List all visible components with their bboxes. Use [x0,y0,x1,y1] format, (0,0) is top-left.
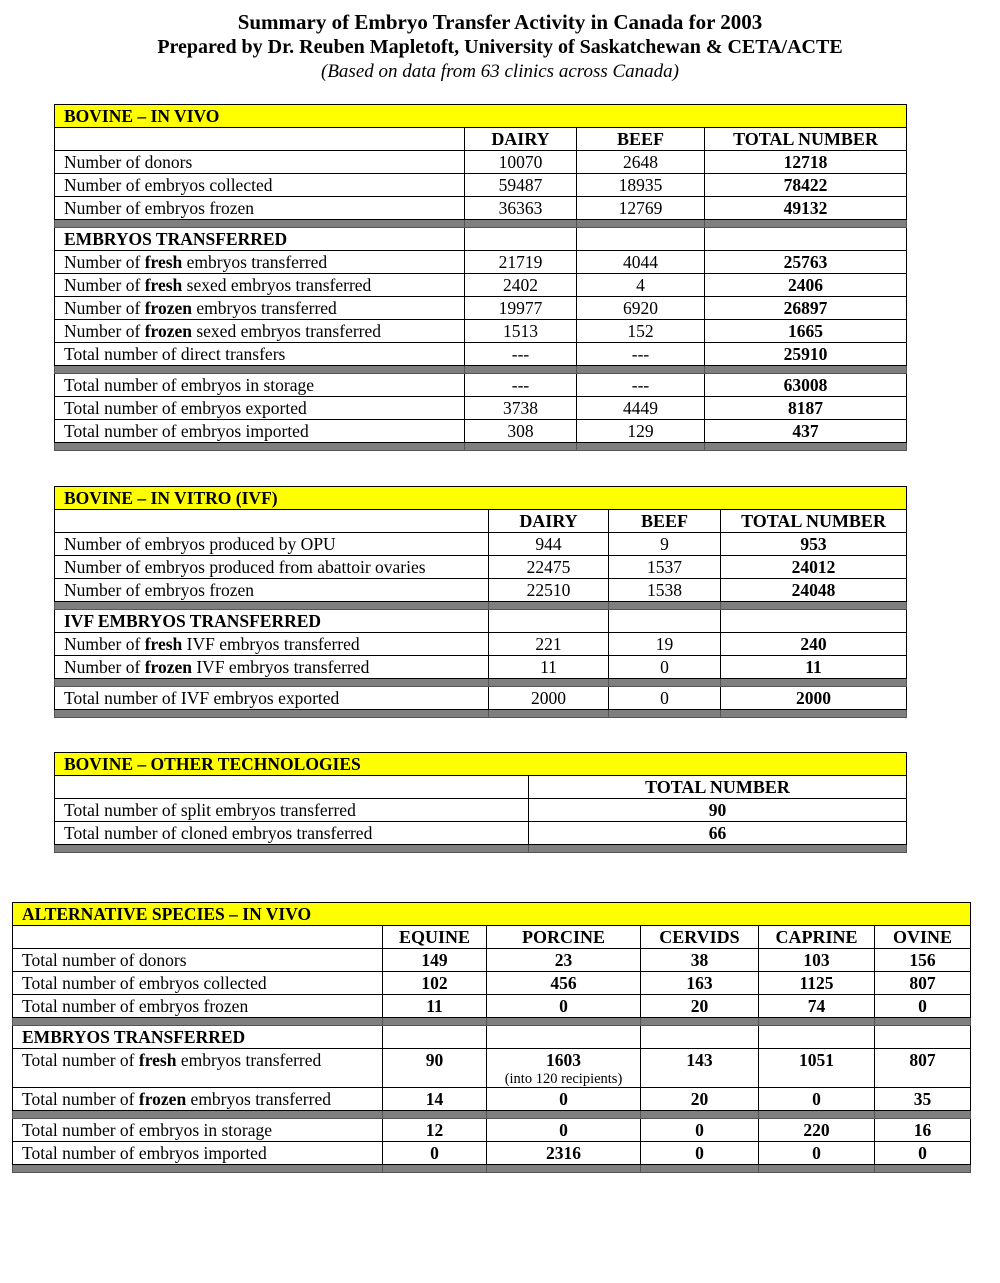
blank-cell [641,1026,759,1049]
row-label [55,687,489,710]
species-value: 90 [383,1049,487,1088]
row-label-text: Number of embryos frozen [64,198,255,218]
row-label [13,949,383,972]
row-label-emphasis: fresh [144,252,183,272]
species-value: 23 [487,949,641,972]
total-value: 2406 [705,274,907,297]
row-label-text: Total number of embryos collected [22,973,267,993]
total-value: 90 [529,799,907,822]
row-label-text: Number of [64,321,145,341]
blank-cell [577,228,705,251]
separator-cell [759,1111,875,1119]
row-label-text: Total number of embryos imported [64,421,309,441]
separator-row [55,845,907,853]
table-row [55,374,907,397]
dairy-value: --- [465,374,577,397]
separator-cell [529,845,907,853]
blank-cell [721,610,907,633]
row-label [55,197,465,220]
subheading: EMBRYOS TRANSFERRED [55,228,465,251]
beef-value: 4449 [577,397,705,420]
separator-cell [55,366,465,374]
total-value: 240 [721,633,907,656]
separator-cell [487,1018,641,1026]
table-row [55,343,907,366]
subheading: IVF EMBRYOS TRANSFERRED [55,610,489,633]
total-value: 25910 [705,343,907,366]
beef-value: 9 [609,533,721,556]
total-value: 26897 [705,297,907,320]
separator-row [55,443,907,451]
row-label [55,274,465,297]
row-label-text: Number of [64,634,145,654]
row-label-text: Number of embryos produced from abattoir ovaries [64,557,426,577]
species-value: 0 [759,1142,875,1165]
separator-cell [13,1018,383,1026]
species-value: 11 [383,995,487,1018]
beef-value: 19 [609,633,721,656]
section-title: BOVINE – IN VIVO [55,105,907,128]
row-label-emphasis: frozen [138,1089,187,1109]
table-row [55,633,907,656]
separator-cell [721,710,907,718]
separator-cell [55,602,489,610]
subheading-row [55,228,907,251]
separator-row [55,679,907,687]
section-title-row [13,903,971,926]
blank-cell [489,610,609,633]
row-label [55,151,465,174]
separator-cell [609,602,721,610]
total-value: 63008 [705,374,907,397]
separator-cell [705,443,907,451]
row-label-text: Total number of [22,1050,139,1070]
row-label [55,656,489,679]
species-value: 0 [383,1142,487,1165]
species-value: 0 [487,1119,641,1142]
separator-cell [55,220,465,228]
row-label [55,251,465,274]
alternative-species-table [12,902,971,1173]
total-value: 25763 [705,251,907,274]
species-value: 0 [487,995,641,1018]
row-label-text: sexed embryos transferred [191,321,382,341]
column-header: PORCINE [487,926,641,949]
row-label-text: Total number of embryos frozen [22,996,249,1016]
table-row [13,972,971,995]
row-label-text: Number of [64,298,145,318]
separator-row [55,602,907,610]
dairy-value: 11 [489,656,609,679]
row-label-text: embryos transferred [182,252,328,272]
species-value: 1603 (into 120 recipients) [487,1049,641,1088]
column-header-row [13,926,971,949]
section-title: BOVINE – OTHER TECHNOLOGIES [55,753,907,776]
species-value: 807 [875,1049,971,1088]
column-header: TOTAL NUMBER [721,510,907,533]
column-header-row [55,510,907,533]
row-label-emphasis: frozen [144,657,192,677]
species-value: 102 [383,972,487,995]
column-header: CAPRINE [759,926,875,949]
table-row [13,949,971,972]
column-header-blank [13,926,383,949]
species-value: 163 [641,972,759,995]
row-label: Total number of split embryos transferred [55,799,529,822]
table-row [55,197,907,220]
cell-note: (into 120 recipients) [504,1071,623,1087]
blank-cell [705,228,907,251]
blank-cell [383,1026,487,1049]
beef-value: --- [577,343,705,366]
row-label-emphasis: frozen [144,321,192,341]
dairy-value: 36363 [465,197,577,220]
beef-value: 1537 [609,556,721,579]
separator-cell [13,1111,383,1119]
separator-cell [609,710,721,718]
beef-value: 2648 [577,151,705,174]
row-label [55,556,489,579]
subheading-row [13,1026,971,1049]
beef-value: 1538 [609,579,721,602]
table-row [55,556,907,579]
row-label [55,174,465,197]
row-label: Total number of cloned embryos transferred [55,822,529,845]
beef-value: 129 [577,420,705,443]
table-row [55,579,907,602]
total-value: 1665 [705,320,907,343]
table-row [13,1119,971,1142]
dairy-value: 21719 [465,251,577,274]
blank-cell [759,1026,875,1049]
dairy-value: 22475 [489,556,609,579]
row-label-text: Number of embryos frozen [64,580,255,600]
row-label-text: Number of [64,252,145,272]
row-label-text: Number of [64,275,145,295]
species-value: 156 [875,949,971,972]
bovine-in-vitro-table [54,486,907,718]
row-label-text: Total number of IVF embryos exported [64,688,340,708]
table-row [55,297,907,320]
dairy-value: 944 [489,533,609,556]
bovine-in-vivo-table [54,104,907,451]
separator-cell [465,220,577,228]
table-row [13,1049,971,1088]
table-row [55,251,907,274]
row-label [55,397,465,420]
separator-cell [721,602,907,610]
species-value: 12 [383,1119,487,1142]
column-header: EQUINE [383,926,487,949]
beef-value: 18935 [577,174,705,197]
table-row [55,151,907,174]
row-label [13,1142,383,1165]
beef-value: 0 [609,656,721,679]
species-value: 1125 [759,972,875,995]
species-value: 0 [759,1088,875,1111]
separator-cell [383,1018,487,1026]
row-label-emphasis: fresh [138,1050,177,1070]
row-label-text: Number of donors [64,152,193,172]
species-value: 0 [641,1142,759,1165]
data-source-note: (Based on data from 63 clinics across Canada) [321,61,679,82]
dairy-value: 2000 [489,687,609,710]
blank-cell [609,610,721,633]
dairy-value: 59487 [465,174,577,197]
row-label [13,1119,383,1142]
species-value: 20 [641,995,759,1018]
total-value: 2000 [721,687,907,710]
separator-row [55,220,907,228]
dairy-value: 3738 [465,397,577,420]
beef-value: 4044 [577,251,705,274]
dairy-value: 221 [489,633,609,656]
species-value: 35 [875,1088,971,1111]
table-row [55,420,907,443]
row-label-text: embryos transferred [176,1050,322,1070]
separator-cell [641,1165,759,1173]
beef-value: 6920 [577,297,705,320]
separator-cell [641,1018,759,1026]
table-row [13,1088,971,1111]
row-label [55,374,465,397]
separator-cell [55,710,489,718]
subheading: EMBRYOS TRANSFERRED [13,1026,383,1049]
page-title: Summary of Embryo Transfer Activity in Canada for 2003 [237,10,763,34]
table-row [55,822,907,845]
species-value: 807 [875,972,971,995]
column-header: OVINE [875,926,971,949]
blank-cell [875,1026,971,1049]
species-value: 143 [641,1049,759,1088]
separator-cell [721,679,907,687]
table-row [55,799,907,822]
row-label-text: IVF embryos transferred [182,634,360,654]
species-value: 74 [759,995,875,1018]
section-title-row [55,753,907,776]
species-value: 0 [875,995,971,1018]
column-header: DAIRY [465,128,577,151]
column-header-row [55,776,907,799]
separator-cell [875,1111,971,1119]
row-label [55,420,465,443]
column-header: TOTAL NUMBER [705,128,907,151]
total-value: 437 [705,420,907,443]
separator-cell [489,602,609,610]
separator-cell [489,710,609,718]
total-value: 66 [529,822,907,845]
separator-cell [759,1165,875,1173]
table-row [55,533,907,556]
separator-cell [577,443,705,451]
column-header-blank [55,128,465,151]
separator-row [55,710,907,718]
separator-cell [641,1111,759,1119]
beef-value: 0 [609,687,721,710]
species-value: 220 [759,1119,875,1142]
row-label [13,1049,383,1088]
row-label-text: embryos transferred [191,298,337,318]
separator-cell [55,679,489,687]
row-label-text: Total number of donors [22,950,187,970]
table-row [55,320,907,343]
separator-cell [487,1111,641,1119]
blank-cell [487,1026,641,1049]
separator-cell [465,366,577,374]
blank-cell [465,228,577,251]
column-header-row [55,128,907,151]
table-row [55,174,907,197]
separator-cell [705,220,907,228]
row-label-text: Total number of direct transfers [64,344,286,364]
separator-cell [13,1165,383,1173]
table-row [55,656,907,679]
species-value: 0 [641,1119,759,1142]
species-value: 20 [641,1088,759,1111]
bovine-other-technologies-table [54,752,907,853]
dairy-value: 22510 [489,579,609,602]
row-label [13,995,383,1018]
table-row [55,687,907,710]
column-header: DAIRY [489,510,609,533]
row-label-text: Total number of embryos imported [22,1143,267,1163]
separator-cell [489,679,609,687]
row-label [13,972,383,995]
subheading-row [55,610,907,633]
total-value: 24012 [721,556,907,579]
column-header-blank [55,510,489,533]
separator-cell [383,1165,487,1173]
row-label-text: Number of embryos collected [64,175,273,195]
row-label-text: Total number of [22,1089,139,1109]
row-label-text: Total number of embryos exported [64,398,307,418]
section-title-row [55,105,907,128]
section-title: BOVINE – IN VITRO (IVF) [55,487,907,510]
column-header: CERVIDS [641,926,759,949]
row-label-text: embryos transferred [186,1089,331,1109]
separator-row [13,1111,971,1119]
beef-value: --- [577,374,705,397]
dairy-value: --- [465,343,577,366]
row-label-emphasis: fresh [144,275,183,295]
separator-cell [705,366,907,374]
total-value: 8187 [705,397,907,420]
total-value: 12718 [705,151,907,174]
column-header: TOTAL NUMBER [529,776,907,799]
total-value: 49132 [705,197,907,220]
beef-value: 4 [577,274,705,297]
species-value: 1051 [759,1049,875,1088]
row-label-text: Number of [64,657,145,677]
species-value: 16 [875,1119,971,1142]
separator-row [55,366,907,374]
separator-cell [487,1165,641,1173]
row-label-text: Number of embryos produced by OPU [64,534,336,554]
dairy-value: 2402 [465,274,577,297]
total-value: 24048 [721,579,907,602]
separator-cell [609,679,721,687]
species-value: 149 [383,949,487,972]
separator-cell [875,1018,971,1026]
section-title-row [55,487,907,510]
row-label [55,320,465,343]
row-label-emphasis: frozen [144,298,192,318]
dairy-value: 10070 [465,151,577,174]
row-label [55,343,465,366]
separator-row [13,1018,971,1026]
row-label [55,297,465,320]
table-row [55,274,907,297]
row-label [55,633,489,656]
row-label [55,579,489,602]
row-label-text: Total number of embryos in storage [64,375,315,395]
row-label-text: IVF embryos transferred [191,657,370,677]
species-value: 456 [487,972,641,995]
row-label [55,533,489,556]
dairy-value: 1513 [465,320,577,343]
species-value: 103 [759,949,875,972]
beef-value: 12769 [577,197,705,220]
separator-cell [55,845,529,853]
prepared-by: Prepared by Dr. Reuben Mapletoft, University of Saskatchewan & CETA/ACTE [157,36,843,58]
separator-cell [577,366,705,374]
column-header: BEEF [609,510,721,533]
separator-row [13,1165,971,1173]
separator-cell [875,1165,971,1173]
row-label-emphasis: fresh [144,634,183,654]
separator-cell [383,1111,487,1119]
table-row [13,995,971,1018]
species-value: 38 [641,949,759,972]
section-title: ALTERNATIVE SPECIES – IN VIVO [13,903,971,926]
column-header-blank [55,776,529,799]
row-label-text: Total number of embryos in storage [22,1120,273,1140]
dairy-value: 308 [465,420,577,443]
species-value: 0 [487,1088,641,1111]
total-value: 78422 [705,174,907,197]
beef-value: 152 [577,320,705,343]
row-label-text: sexed embryos transferred [182,275,372,295]
column-header: BEEF [577,128,705,151]
total-value: 953 [721,533,907,556]
separator-cell [759,1018,875,1026]
total-value: 11 [721,656,907,679]
separator-cell [577,220,705,228]
table-row [55,397,907,420]
dairy-value: 19977 [465,297,577,320]
species-value: 2316 [487,1142,641,1165]
table-row [13,1142,971,1165]
separator-cell [55,443,465,451]
species-value: 14 [383,1088,487,1111]
species-value: 0 [875,1142,971,1165]
separator-cell [465,443,577,451]
row-label [13,1088,383,1111]
